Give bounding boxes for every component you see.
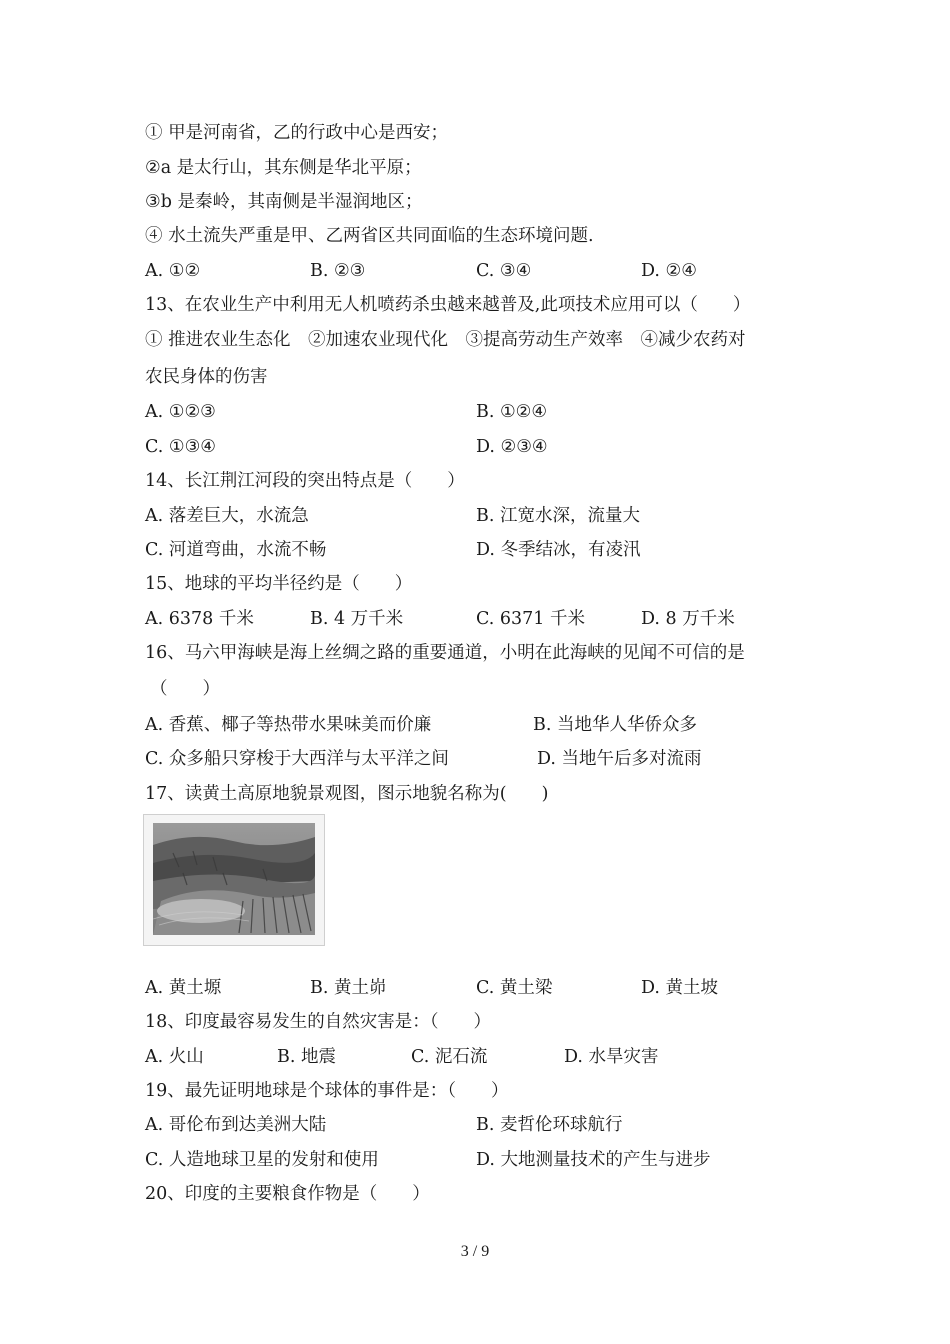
q15-option-c: C. 6371 千米 — [476, 609, 585, 629]
q13-option-a: A. ①②③ — [145, 402, 216, 422]
q16-stem: 16、马六甲海峡是海上丝绸之路的重要通道，小明在此海峡的见闻不可信的是 — [145, 643, 745, 663]
q18-stem: 18、印度最容易发生的自然灾害是：（ ） — [145, 1012, 492, 1032]
q20-stem: 20、印度的主要粮食作物是（ ） — [145, 1184, 430, 1204]
q12-option-d: D. ②④ — [641, 261, 697, 281]
q14-option-c: C. 河道弯曲，水流不畅 — [145, 540, 327, 560]
q19-option-a: A. 哥伦布到达美洲大陆 — [145, 1115, 327, 1135]
q12-statement-3: ③b 是秦岭，其南侧是半湿润地区； — [145, 192, 423, 212]
q18-option-a: A. 火山 — [145, 1047, 204, 1067]
q16-option-d: D. 当地午后多对流雨 — [537, 749, 702, 769]
q13-stem: 13、在农业生产中利用无人机喷药杀虫越来越普及,此项技术应用可以（ ） — [145, 295, 751, 315]
q13-choices-cont: 农民身体的伤害 — [145, 367, 268, 387]
q12-statement-2: ②a 是太行山，其东侧是华北平原； — [145, 158, 422, 178]
q17-option-a: A. 黄土塬 — [145, 978, 222, 998]
q13-option-b: B. ①②④ — [476, 402, 548, 422]
q17-option-d: D. 黄土坡 — [641, 978, 719, 998]
q14-option-a: A. 落差巨大，水流急 — [145, 506, 309, 526]
q13-choices: ① 推进农业生态化 ②加速农业现代化 ③提高劳动生产效率 ④减少农药对 — [145, 330, 746, 350]
q16-stem-cont: （ ） — [150, 679, 220, 699]
q15-option-d: D. 8 万千米 — [641, 609, 735, 629]
q12-statement-1: ① 甲是河南省，乙的行政中心是西安； — [145, 123, 449, 143]
q13-option-c: C. ①③④ — [145, 437, 216, 457]
q14-option-d: D. 冬季结冰，有凌汛 — [476, 540, 641, 560]
q12-statement-4: ④ 水土流失严重是甲、乙两省区共同面临的生态环境问题. — [145, 226, 594, 246]
q14-option-b: B. 江宽水深，流量大 — [476, 506, 640, 526]
q17-option-b: B. 黄土峁 — [310, 978, 387, 998]
q12-option-c: C. ③④ — [476, 261, 532, 281]
q17-option-c: C. 黄土梁 — [476, 978, 553, 998]
loess-landscape-image — [153, 823, 315, 935]
q16-option-c: C. 众多船只穿梭于大西洋与太平洋之间 — [145, 749, 449, 769]
q18-option-c: C. 泥石流 — [411, 1047, 488, 1067]
q17-stem: 17、读黄土高原地貌景观图，图示地貌名称为( ) — [145, 784, 549, 804]
q16-option-b: B. 当地华人华侨众多 — [533, 715, 697, 735]
q19-option-d: D. 大地测量技术的产生与进步 — [476, 1150, 711, 1170]
q18-option-b: B. 地震 — [277, 1047, 336, 1067]
q15-stem: 15、地球的平均半径约是（ ） — [145, 574, 413, 594]
q12-option-b: B. ②③ — [310, 261, 366, 281]
q13-option-d: D. ②③④ — [476, 437, 548, 457]
q16-option-a: A. 香蕉、椰子等热带水果味美而价廉 — [145, 715, 432, 735]
q12-option-a: A. ①② — [145, 261, 201, 281]
page-number: 3 / 9 — [460, 1243, 490, 1260]
q19-stem: 19、最先证明地球是个球体的事件是：（ ） — [145, 1081, 509, 1101]
q19-option-b: B. 麦哲伦环球航行 — [476, 1115, 623, 1135]
loess-plateau-photo — [143, 814, 325, 946]
q19-option-c: C. 人造地球卫星的发射和使用 — [145, 1150, 379, 1170]
q14-stem: 14、长江荆江河段的突出特点是（ ） — [145, 471, 465, 491]
q15-option-b: B. 4 万千米 — [310, 609, 404, 629]
q18-option-d: D. 水旱灾害 — [564, 1047, 659, 1067]
q15-option-a: A. 6378 千米 — [145, 609, 254, 629]
